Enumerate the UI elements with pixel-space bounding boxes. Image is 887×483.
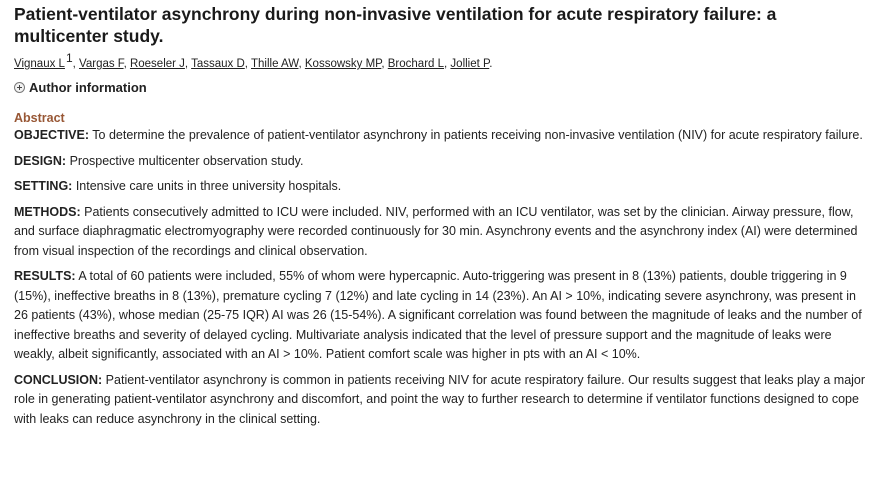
- section-label: CONCLUSION:: [14, 372, 103, 387]
- author-link[interactable]: Kossowsky MP: [304, 58, 382, 70]
- section-text: Prospective multicenter observation study.: [66, 153, 304, 168]
- abstract-heading: Abstract: [14, 111, 65, 125]
- abstract-design: [14, 152, 873, 172]
- author-information-toggle[interactable]: [14, 80, 873, 95]
- author-link[interactable]: Brochard L: [387, 58, 445, 70]
- author-list: Vignaux $L^1$, Vargas F, Roeseler J, Tassaux D, Thille AW, Kossowsky MP, Brochard L, Jolliet P.: [14, 51, 493, 70]
- author-link[interactable]: Tassaux D: [191, 58, 245, 70]
- author-link[interactable]: Roeseler J: [129, 58, 185, 70]
- section-text: To determine the prevalence of patient-ventilator asynchrony in patients receiving non-invasive ventilation (NIV) for acute respiratory failure.: [89, 128, 863, 142]
- abstract-body: [14, 126, 873, 429]
- section-text: Intensive care units in three university hospitals.: [72, 179, 342, 193]
- article-title: Patient-ventilator asynchrony during non-invasive ventilation for acute respiratory failure: a multicenter study.: [14, 4, 777, 46]
- abstract-objective: [14, 126, 873, 146]
- section-label: SETTING:: [14, 179, 73, 193]
- section-text: Patients consecutively admitted to ICU were included. NIV, performed with an ICU ventilator, was set by the clinician. Airway pressure, flow, and surface diaphragmatic electromyography were recorded continuously for 30 min. Asynchrony events and the asynchrony index (AI) were determined from visual inspection of the recordings and clinical observation.: [14, 204, 858, 258]
- section-text: Patient-ventilator asynchrony is common in patients receiving NIV for acute respiratory failure. Our results suggest that leaks play a major role in generating patient-ventilator asynchrony and discomfort, and point the way to further research to determine if ventilator functions designed to cope with leaks can reduce asynchrony in the clinical setting.: [14, 372, 866, 426]
- author-link[interactable]: Thille AW: [250, 58, 299, 70]
- section-label: DESIGN:: [14, 153, 67, 168]
- author-information-label: Author information: [29, 80, 147, 95]
- section-label: OBJECTIVE:: [14, 128, 90, 142]
- author-link[interactable]: Vargas F: [79, 58, 124, 70]
- section-text: A total of 60 patients were included, 55% of whom were hypercapnic. Auto-triggering was present in 8 (13%) patients, double triggering in 9 (15%), ineffective breaths in 8 (13%), premature cycling 7 (12%) and late cycling in 14 (23%). An AI > 10%, indicating severe asynchrony, was present in 26 patients (43%), whose median (25-75 IQR) AI was 26 (15-54%). A significant correlation was found between the magnitude of leaks and the number of ineffective breaths and severity of delayed cycling. Multivariate analysis indicated that the level of pressure support and the magnitude of leaks were weakly, albeit significantly, associated with an AI > 10%. Patient comfort scale was higher in pts with an AI < 10%.: [14, 269, 862, 361]
- affiliation-superscript: 1: [65, 51, 73, 65]
- author-link[interactable]: Vignaux L: [14, 58, 65, 70]
- abstract-results: [14, 267, 873, 365]
- section-label: RESULTS:: [14, 269, 76, 283]
- abstract-methods: [14, 203, 873, 262]
- abstract-conclusion: [14, 371, 873, 430]
- section-label: METHODS:: [14, 204, 81, 219]
- expand-plus-icon[interactable]: [14, 82, 25, 93]
- author-link[interactable]: Jolliet P: [450, 58, 490, 70]
- abstract-setting: [14, 177, 873, 197]
